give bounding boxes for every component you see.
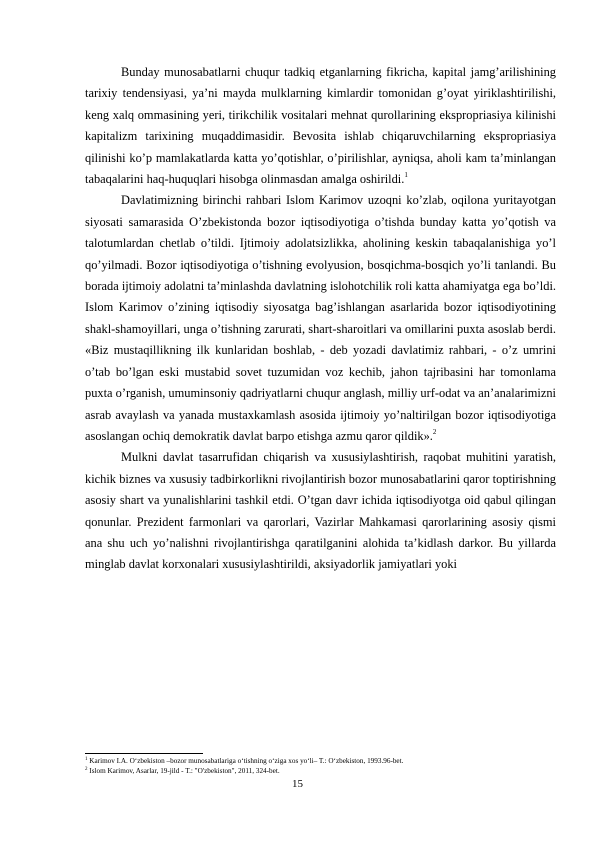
document-body [85, 62, 556, 576]
footnote-mark: 1 [85, 757, 88, 762]
paragraph-1 [85, 62, 556, 190]
paragraph-2 [85, 190, 556, 447]
footnote-text: Karimov I.A. O‘zbekiston –bozor munosabatlariga o‘tishning o‘ziga xos yo‘li– T.: O‘zbekiston, 1993.96-bet. [89, 757, 404, 765]
footnote-ref-1[interactable]: 1 [404, 171, 408, 180]
footnote-text: Islom Karimov, Asarlar, 19-jild - T.: "O'zbekiston", 2011, 324-bet. [89, 767, 280, 775]
paragraph-text: Davlatimizning birinchi rahbari Islom Karimov uzoqni ko’zlab, oqilona yuritayotgan siyosati samarasida O’zbekistonda bozor iqtisodiyotiga o’tishda bunday katta yo’qotish va talotumlardan chetlab o’tildi. Ijtimoiy adolatsizlikka, aholining keskin tabaqalanishiga yo’l qo’yilmadi. Bozor iqtisodiyotiga o’tishning evolyusion, bosqichma-bosqich yo’li tanlandi. Bu borada ijtimoiy adolatni ta’minlashda davlatning islohotchilik roli katta ahamiyatga ega bo’ldi. Islom Karimov o’zining iqtisodiy siyosatga bag’ishlangan asarlarida bozor iqtisodiyotining shakl-shamoyillari, unga o’tishning zarurati, shart-sharoitlari va omillarini puxta asoslab berdi. «Biz mustaqillikning ilk kunlaridan boshlab, - deb yozadi davlatimiz rahbari, - o’z umrini o’tab bo’lgan eski mustabid sovet tuzumidan voz kechib, jahon tajribasini har tomonlama puxta o’rganish, umuminsoniy qadriyatlarni chuqur anglash, milliy urf-odat va an’analarimizni asrab avaylash va yanada mustaxkamlash asosida ijtimoiy yo’naltirilgan bozor iqtisodiyotiga asoslangan ochiq demokratik davlat barpo etishga azmu qaror qildik». [85, 193, 556, 443]
footnote-2 [85, 766, 556, 776]
page-number: 15 [292, 778, 303, 790]
footnote-ref-2[interactable]: 2 [432, 427, 437, 436]
footnote-divider [85, 753, 203, 754]
footnote-mark: 2 [85, 767, 88, 772]
paragraph-3 [85, 447, 556, 575]
paragraph-text: Bunday munosabatlarni chuqur tadkiq etganlarning fikricha, kapital jamg’arilishining tarixiy tendensiyasi, ya’ni mayda mulklarning kimlardir tomonidan g’oyat yiriklashtirilishi, keng xalq ommasining yeri, tirikchilik vositalari mehnat qurollarining ekspropriasiya kilinishi kapitalizm tarixining muqaddimasidir. Bevosita ishlab chiqaruvchilarning ekspropriasiya qilinishi ko’p mamlakatlarda katta yo’qotishlar, o’pirilishlar, ayniqsa, aholi kam ta’minlangan tabaqalarini haq-huquqlari hisobga olinmasdan amalga oshirildi. [85, 65, 556, 187]
footnotes [85, 756, 556, 776]
footnote-1 [85, 756, 556, 766]
paragraph-text: Mulkni davlat tasarrufidan chiqarish va xususiylashtirish, raqobat muhitini yaratish, kichik biznes va xususiy tadbirkorlikni rivojlantirish bozor munosabatlarini qaror toptirishning asosiy shart va yunalishlarini tashkil etdi. O’tgan davr ichida iqtisodiyotga oid qabul qilingan qonunlar. Prezident farmonlari va qarorlari, Vazirlar Mahkamasi qarorlarining asosiy qismi ana shu uch yo’nalishni rivojlantirishga qaratilganini alohida ta’kidlash darkor. Bu yillarda minglab davlat korxonalari xususiylashtirildi, aksiyadorlik jamiyatlari yoki [85, 450, 556, 572]
